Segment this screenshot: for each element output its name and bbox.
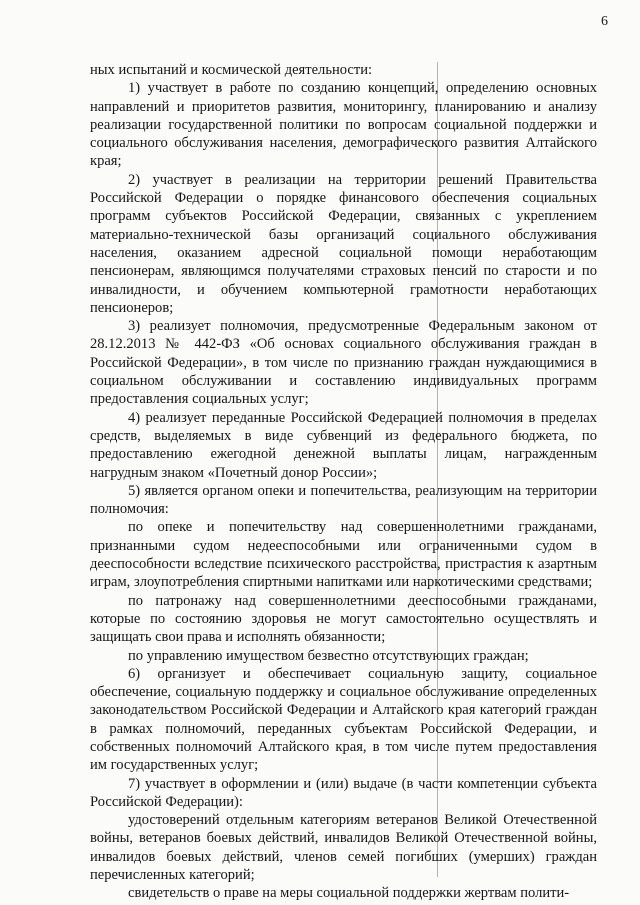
paragraph-property-management: по управлению имуществом безвестно отсутствующих граждан;: [128, 647, 529, 664]
paragraph-item-1: 1) участвует в работе по созданию концепций, определению основных направлений и приоритетов развития, мониторингу, планированию и анализу реализации государственной политики по вопросам социальной поддержки и социального обслуживания населения, демографического развития Алтайского края;: [90, 80, 597, 170]
paragraph-item-5: 5) является органом опеки и попечительства, реализующим на территории полномочия:: [90, 482, 597, 518]
document-body: [90, 61, 597, 903]
paragraph-item-4: 4) реализует переданные Российской Федерацией полномочия в пределах средств, выделяемых в виде субвенций из федерального бюджета, по предоставлению ежегодной денежной выплаты лицам, награжденным нагрудным знаком «Почетный донор России»;: [90, 409, 597, 481]
paragraph-certificates-rights: свидетельств о праве на меры социальной поддержки жертвам полити-: [128, 885, 570, 902]
paragraph-patronage: по патронажу над совершеннолетними дееспособными гражданами, которые по состоянию здоровья не могут самостоятельно осуществлять и защищать свои права и исполнять обязанности;: [90, 592, 597, 646]
paragraph-item-3: 3) реализует полномочия, предусмотренные Федеральным законом от 28.12.2013 № 442-ФЗ «Об основах социального обслуживания граждан в Российской Федерации», в том числе по признанию граждан нуждающимися в социальном обслуживании и составлению индивидуальных программ предоставления социальных услуг;: [90, 318, 597, 408]
paragraph-item-2: 2) участвует в реализации на территории решений Правительства Российской Федерации о порядке финансового обеспечения социальных программ субъектов Российской Федерации, связанных с укреплением материально-технической базы организаций социального обслуживания населения, оказанием адресной социальной помощи неработающим пенсионерам, являющимся получателями страховых пенсий по старости и по инвалидности, и обучением компьютерной грамотности неработающих пенсионеров;: [90, 171, 597, 316]
paragraph-item-7: 7) участвует в оформлении и (или) выдаче (в части компетенции субъекта Российской Федерации):: [90, 775, 597, 810]
paragraph-continuation: ных испытаний и космической деятельности:: [90, 62, 373, 78]
paragraph-certificates: удостоверений отдельным категориям ветеранов Великой Отечественной войны, ветеранов боевых действий, инвалидов Великой Отечественной войны, инвалидов боевых действий, членов семей погибших (умерших) граждан перечисленных категорий;: [90, 812, 597, 884]
paragraph-item-6: 6) организует и обеспечивает социальную защиту, социальное обеспечение, социальную поддержку и социальное обслуживание определенных законодательством Российской Федерации и Алтайского края категорий граждан в рамках полномочий, переданных субъектам Российской Федерации, и собственных полномочий Алтайского края, в том числе путем предоставления им государственных услуг;: [90, 665, 597, 774]
paragraph-guardianship: по опеке и попечительству над совершеннолетними гражданами, признанными судом недееспособными или ограниченными судом в дееспособности вследствие психического расстройства, пристрастия к азартным играм, злоупотребления спиртными напитками или наркотическими средствами;: [90, 519, 597, 591]
page-number: 6: [601, 14, 608, 29]
